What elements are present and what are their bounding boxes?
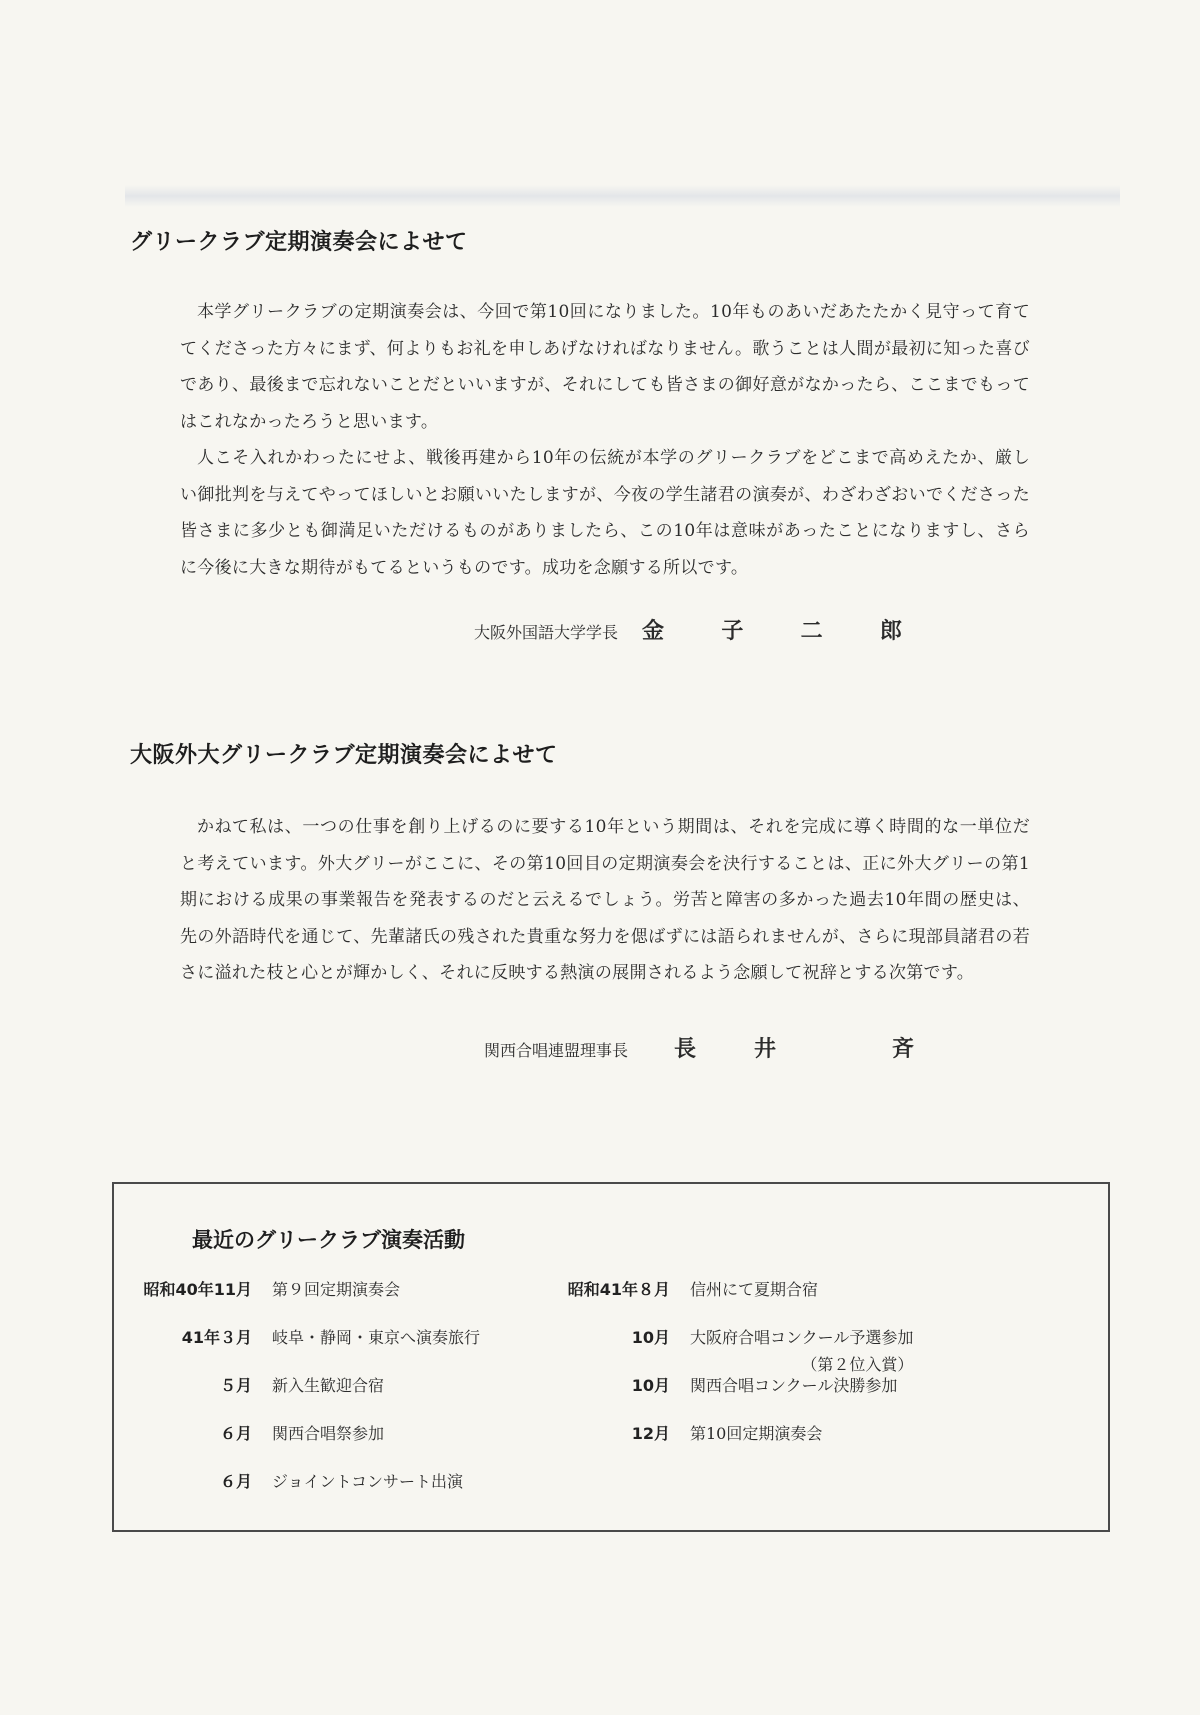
section-heading: グリークラブ定期演奏会によせて [130, 230, 468, 255]
section-president-message [130, 225, 1030, 586]
signature-name [642, 614, 902, 645]
activity-event: 岐阜・静岡・東京へ演奏旅行 [272, 1328, 481, 1347]
activities-right-column [552, 1277, 913, 1469]
activity-row [552, 1325, 913, 1373]
paragraph: 人こそ入れかわったにせよ、戦後再建から10年の伝統が本学のグリークラブをどこまで高めえたか、厳しい御批判を与えてやってほしいとお願いいたしますが、今夜の学生諸君の演奏が、わざわざおいでくださった皆さまに多少とも御満足いただけるものがありましたら、この10年は意味があったことになりますし、さらに今後に大きな期待がもてるというものです。成功を念願する所以です。 [180, 448, 1030, 578]
activity-event: 新入生歓迎合宿 [272, 1376, 385, 1395]
name-char: 二 [800, 619, 823, 644]
activity-date: ５月 [219, 1376, 252, 1395]
name-char: 子 [721, 619, 744, 644]
activity-row [552, 1373, 913, 1421]
activities-left-column [134, 1277, 480, 1517]
name-char: 長 [674, 1037, 697, 1062]
activity-event: 信州にて夏期合宿 [690, 1280, 819, 1299]
activity-row [134, 1421, 480, 1469]
signature-federation [484, 1032, 914, 1063]
activity-event: 第９回定期演奏会 [272, 1280, 401, 1299]
section-heading: 大阪外大グリークラブ定期演奏会によせて [130, 743, 558, 768]
signature-name [674, 1032, 914, 1063]
section-federation-message [130, 738, 1030, 992]
activity-date: ６月 [219, 1424, 252, 1443]
name-char: 井 [754, 1037, 777, 1062]
activity-row [134, 1277, 480, 1325]
activity-date: 41年３月 [181, 1328, 252, 1347]
activity-row [552, 1277, 913, 1325]
activity-event: ジョイントコンサート出演 [272, 1472, 464, 1491]
activity-date: 10月 [631, 1376, 670, 1395]
activity-event [690, 1325, 913, 1375]
activity-row [134, 1469, 480, 1517]
name-char: 斉 [892, 1037, 915, 1062]
faded-header-band [125, 185, 1120, 207]
activity-event: 第10回定期演奏会 [690, 1424, 823, 1443]
activity-note: （第２位入賞） [801, 1355, 914, 1374]
signature-title: 大阪外国語大学学長 [474, 623, 619, 642]
activity-event: 関西合唱祭参加 [272, 1424, 385, 1443]
paragraph: かねて私は、一つの仕事を創り上げるのに要する10年という期間は、それを完成に導く時間的な一単位だと考えています。外大グリーがここに、その第10回目の定期演奏会を決行することは、正に外大グリーの第1期における成果の事業報告を発表するのだと云えるでしょう。労苦と障害の多かった過去10年間の歴史は、先の外語時代を通じて、先輩諸氏の残された貴重な努力を偲ばずには語られませんが、さらに現部員諸君の若さに溢れた枝と心とが輝かしく、それに反映する熱演の展開されるよう念願して祝辞とする次第です。 [180, 817, 1030, 983]
activity-row [134, 1325, 480, 1373]
activity-date: 昭和40年11月 [143, 1280, 252, 1299]
activity-date: 10月 [631, 1328, 670, 1347]
activities-box [112, 1182, 1110, 1532]
signature-title: 関西合唱連盟理事長 [484, 1041, 629, 1060]
activity-event-text: 大阪府合唱コンクール予選参加 [690, 1328, 914, 1347]
activity-date: 昭和41年８月 [567, 1280, 670, 1299]
name-char: 金 [642, 619, 665, 644]
activity-date: 12月 [631, 1424, 670, 1443]
activity-date: ６月 [219, 1472, 252, 1491]
message-body [180, 294, 1030, 586]
activity-row [134, 1373, 480, 1421]
name-char: 郎 [880, 619, 903, 644]
activity-row [552, 1421, 913, 1469]
signature-president [474, 614, 902, 645]
paragraph: 本学グリークラブの定期演奏会は、今回で第10回になりました。10年ものあいだあたたかく見守って育ててくださった方々にまず、何よりもお礼を申しあげなければなりません。歌うことは人間が最初に知った喜びであり、最後まで忘れないことだといいますが、それにしても皆さまの御好意がなかったら、ここまでもってはこれなかったろうと思います。 [180, 302, 1030, 432]
activities-heading: 最近のグリークラブ演奏活動 [192, 1228, 465, 1252]
activity-event: 関西合唱コンクール決勝参加 [690, 1376, 898, 1395]
message-body [180, 809, 1030, 992]
